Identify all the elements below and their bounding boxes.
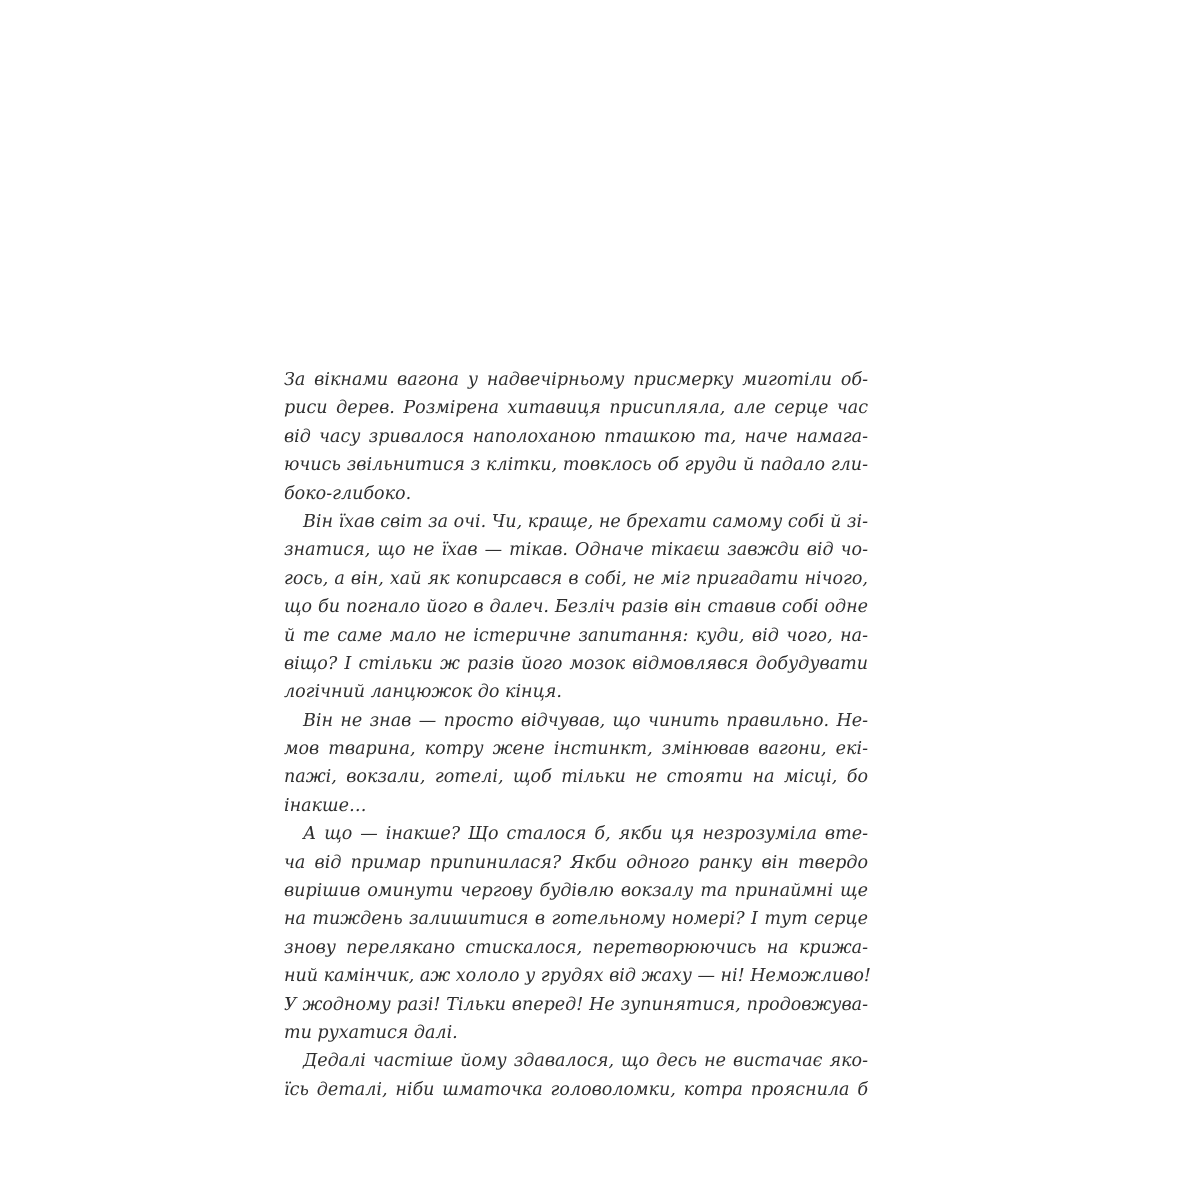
text-line: знатися, що не їхав — тікав. Одначе тікаєш завжди від чо- xyxy=(284,540,868,561)
text-line: ча від примар припинилася? Якби одного ранку він твердо xyxy=(284,852,868,873)
text-line: Він не знав — просто відчував, що чинить правильно. Не- xyxy=(303,710,868,731)
paragraph-3 xyxy=(284,707,868,821)
text-line: їсь деталі, ніби шматочка головоломки, котра прояснила б xyxy=(284,1079,868,1100)
paragraph-1 xyxy=(284,366,868,508)
body-text xyxy=(284,366,871,1104)
text-line: логічний ланцюжок до кінця. xyxy=(284,682,562,703)
text-line: пажі, вокзали, готелі, щоб тільки не стояти на місці, бо xyxy=(284,767,868,788)
paragraph-5 xyxy=(284,1047,868,1104)
text-line: знову перелякано стискалося, перетворюючись на крижа- xyxy=(284,937,868,958)
text-line: віщо? І стільки ж разів його мозок відмовлявся добудувати xyxy=(284,653,868,674)
text-line: ний камінчик, аж хололо у грудях від жаху — ні! Неможливо! xyxy=(284,966,871,987)
text-line: Він їхав світ за очі. Чи, краще, не брехати самому собі й зі- xyxy=(303,511,868,532)
text-line: мов тварина, котру жене інстинкт, змінював вагони, екі- xyxy=(284,739,868,760)
text-line: У жодному разі! Тільки вперед! Не зупинятися, продовжува- xyxy=(284,994,868,1015)
text-line: риси дерев. Розмірена хитавиця присипляла, але серце час xyxy=(284,398,868,419)
text-line: від часу зривалося наполоханою пташкою та, наче намага- xyxy=(284,426,868,447)
text-line: вирішив оминути чергову будівлю вокзалу та принаймні ще xyxy=(284,881,868,902)
text-line: ти рухатися далі. xyxy=(284,1022,458,1043)
text-line: ючись звільнитися з клітки, товклось об груди й падало гли- xyxy=(284,455,868,476)
text-line: інакше… xyxy=(284,795,367,816)
text-line: Дедалі частіше йому здавалося, що десь не вистачає яко- xyxy=(303,1051,868,1072)
text-line: на тиждень залишитися в готельному номері? І тут серце xyxy=(284,909,868,930)
text-line: А що — інакше? Що сталося б, якби ця незрозуміла вте- xyxy=(303,824,868,845)
text-line: й те саме мало не істеричне запитання: куди, від чого, на- xyxy=(284,625,868,646)
text-line: боко-глибоко. xyxy=(284,483,412,504)
paragraph-2 xyxy=(284,508,868,707)
text-line: що би погнало його в далеч. Безліч разів він ставив собі одне xyxy=(284,597,868,618)
paragraph-4 xyxy=(284,820,871,1047)
text-line: За вікнами вагона у надвечірньому присмерку миготіли об- xyxy=(284,370,868,390)
text-line: гось, а він, хай як копирсався в собі, не міг пригадати нічого, xyxy=(284,568,868,589)
